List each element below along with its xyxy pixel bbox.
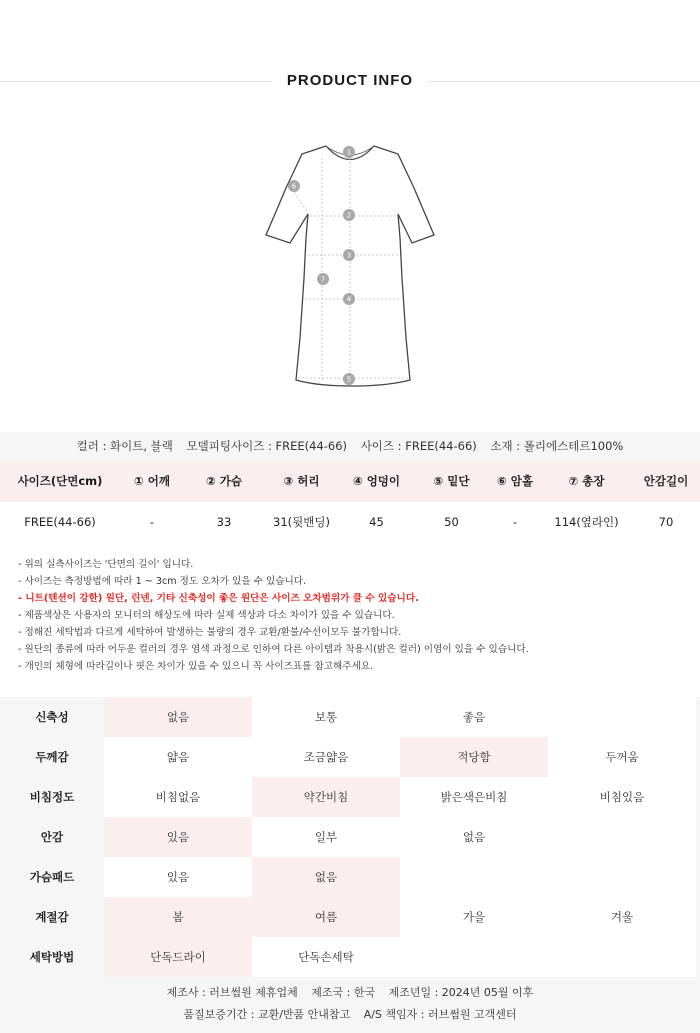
property-row-lining <box>0 817 700 857</box>
property-row-season <box>0 897 700 937</box>
property-label: 세탁방법 <box>0 937 104 977</box>
info-material: 소재 : 폴리에스테르100% <box>490 439 624 453</box>
property-option: 비침없음 <box>104 777 252 817</box>
property-option: 얇음 <box>104 737 252 777</box>
property-option: 일부 <box>252 817 400 857</box>
property-option <box>548 857 696 897</box>
footer-line-1 <box>0 982 700 1004</box>
size-header-cell: ① 어깨 <box>134 474 170 488</box>
badge-4 <box>343 293 355 305</box>
product-info-line <box>0 432 700 460</box>
property-option: 없음 <box>104 697 252 737</box>
size-header-cell: ⑤ 밑단 <box>433 474 470 488</box>
info-color: 컬러 : 화이트, 블랙 <box>76 439 173 453</box>
size-cell: 45 <box>369 515 384 529</box>
property-option: 좋음 <box>400 697 548 737</box>
property-row-stretch <box>0 697 700 737</box>
property-option: 여름 <box>252 897 400 937</box>
size-cell: 70 <box>658 515 674 529</box>
size-table-row <box>0 502 700 542</box>
size-header-cell: ④ 엉덩이 <box>352 474 401 488</box>
size-cell: 33 <box>216 515 232 529</box>
property-option <box>548 697 696 737</box>
size-header-cell: ③ 허리 <box>283 474 320 488</box>
size-header-cell: 안감길이 <box>643 474 689 488</box>
footer-manufacturer: 제조사 : 러브썸원 제휴업체 <box>166 986 298 999</box>
property-option: 겨울 <box>548 897 696 937</box>
property-option: 약간비침 <box>252 777 400 817</box>
section-title: PRODUCT INFO <box>286 72 414 89</box>
property-option: 있음 <box>104 817 252 857</box>
property-label: 안감 <box>0 817 104 857</box>
badge-3 <box>343 249 355 261</box>
footer-line-2 <box>0 1004 700 1026</box>
footer-warranty: 품질보증기간 : 교환/반품 안내참고 <box>183 1008 351 1021</box>
size-cell: - <box>512 515 518 529</box>
property-option <box>548 817 696 857</box>
property-option: 조금얇음 <box>252 737 400 777</box>
manufacturer-info <box>0 977 700 1033</box>
property-label: 가슴패드 <box>0 857 104 897</box>
svg-text:4: 4 <box>346 295 352 304</box>
size-cell: 31(뒷밴딩) <box>273 515 330 529</box>
svg-text:7: 7 <box>320 275 326 284</box>
note-line-warning: - 니트(텐션이 강한) 원단, 린넨, 기타 신축성이 좋은 원단은 사이즈 오차범위가 클 수 있습니다. <box>18 593 419 604</box>
badge-7 <box>317 273 329 285</box>
badge-6 <box>288 180 300 192</box>
svg-text:1: 1 <box>346 148 352 157</box>
property-option: 없음 <box>400 817 548 857</box>
property-option: 밝은색은비침 <box>400 777 548 817</box>
property-row-chest-pad <box>0 857 700 897</box>
note-line: - 원단의 종류에 따라 어두운 컬러의 경우 염색 과정으로 인하여 다른 아이템과 착용시(밝은 컬러) 이염이 있을 수 있습니다. <box>18 644 529 655</box>
note-line: - 제품색상은 사용자의 모니터의 해상도에 따라 실제 색상과 다소 차이가 있을 수 있습니다. <box>18 610 395 621</box>
info-model-size: 모델피팅사이즈 : FREE(44-66) <box>186 439 348 453</box>
property-option <box>548 937 696 977</box>
dress-sketch <box>250 128 450 398</box>
property-option <box>400 937 548 977</box>
property-row-washing <box>0 937 700 977</box>
property-option: 단독드라이 <box>104 937 252 977</box>
note-line: - 위의 실측사이즈는 '단면의 길이' 입니다. <box>18 559 194 570</box>
footer-as: A/S 책임자 : 러브썸원 고객센터 <box>363 1008 517 1021</box>
property-label: 두께감 <box>0 737 104 777</box>
divider-left <box>0 81 272 82</box>
size-cell: 114(옆라인) <box>554 515 619 529</box>
property-label: 계절감 <box>0 897 104 937</box>
property-option: 가을 <box>400 897 548 937</box>
size-table <box>0 460 700 542</box>
size-header-cell: 사이즈(단면cm) <box>17 474 103 488</box>
divider-right <box>428 81 700 82</box>
property-option: 단독손세탁 <box>252 937 400 977</box>
size-cell: - <box>149 515 155 529</box>
header <box>0 0 700 100</box>
property-option: 있음 <box>104 857 252 897</box>
size-header-cell: ⑥ 암홀 <box>497 474 533 488</box>
size-header-cell: ⑦ 총장 <box>568 474 605 488</box>
size-header-cell: ② 가슴 <box>206 474 242 488</box>
property-option: 비침있음 <box>548 777 696 817</box>
footer-country: 제조국 : 한국 <box>311 986 376 999</box>
property-option: 두꺼움 <box>548 737 696 777</box>
property-option <box>400 857 548 897</box>
property-option: 보통 <box>252 697 400 737</box>
svg-text:3: 3 <box>346 251 352 260</box>
footer-date: 제조년일 : 2024년 05월 이후 <box>388 986 534 999</box>
property-label: 신축성 <box>0 697 104 737</box>
property-label: 비침정도 <box>0 777 104 817</box>
property-row-sheerness <box>0 777 700 817</box>
property-option: 적당함 <box>400 737 548 777</box>
size-notes <box>18 556 688 675</box>
size-cell: 50 <box>444 515 459 529</box>
badge-2 <box>343 209 355 221</box>
fabric-properties-table <box>0 697 700 977</box>
size-table-header <box>0 460 700 502</box>
size-cell: FREE(44-66) <box>24 515 96 529</box>
dress-measurement-figure <box>250 128 450 398</box>
svg-text:5: 5 <box>346 375 352 384</box>
property-option: 봄 <box>104 897 252 937</box>
property-row-thickness <box>0 737 700 777</box>
note-line: - 사이즈는 측정방법에 따라 1 ~ 3cm 정도 오차가 있을 수 있습니다. <box>18 576 307 587</box>
svg-text:2: 2 <box>346 211 352 220</box>
badge-1 <box>343 146 355 158</box>
svg-text:6: 6 <box>291 182 297 191</box>
badge-5 <box>343 373 355 385</box>
info-size: 사이즈 : FREE(44-66) <box>360 439 477 453</box>
note-line: - 정해진 세탁법과 다르게 세탁하여 발생하는 불량의 경우 교환/환불/수선이모두 불가합니다. <box>18 627 402 638</box>
note-line: - 개인의 체형에 따라길이나 핏은 차이가 있을 수 있으니 꼭 사이즈표를 참고해주세요. <box>18 661 374 672</box>
property-option: 없음 <box>252 857 400 897</box>
